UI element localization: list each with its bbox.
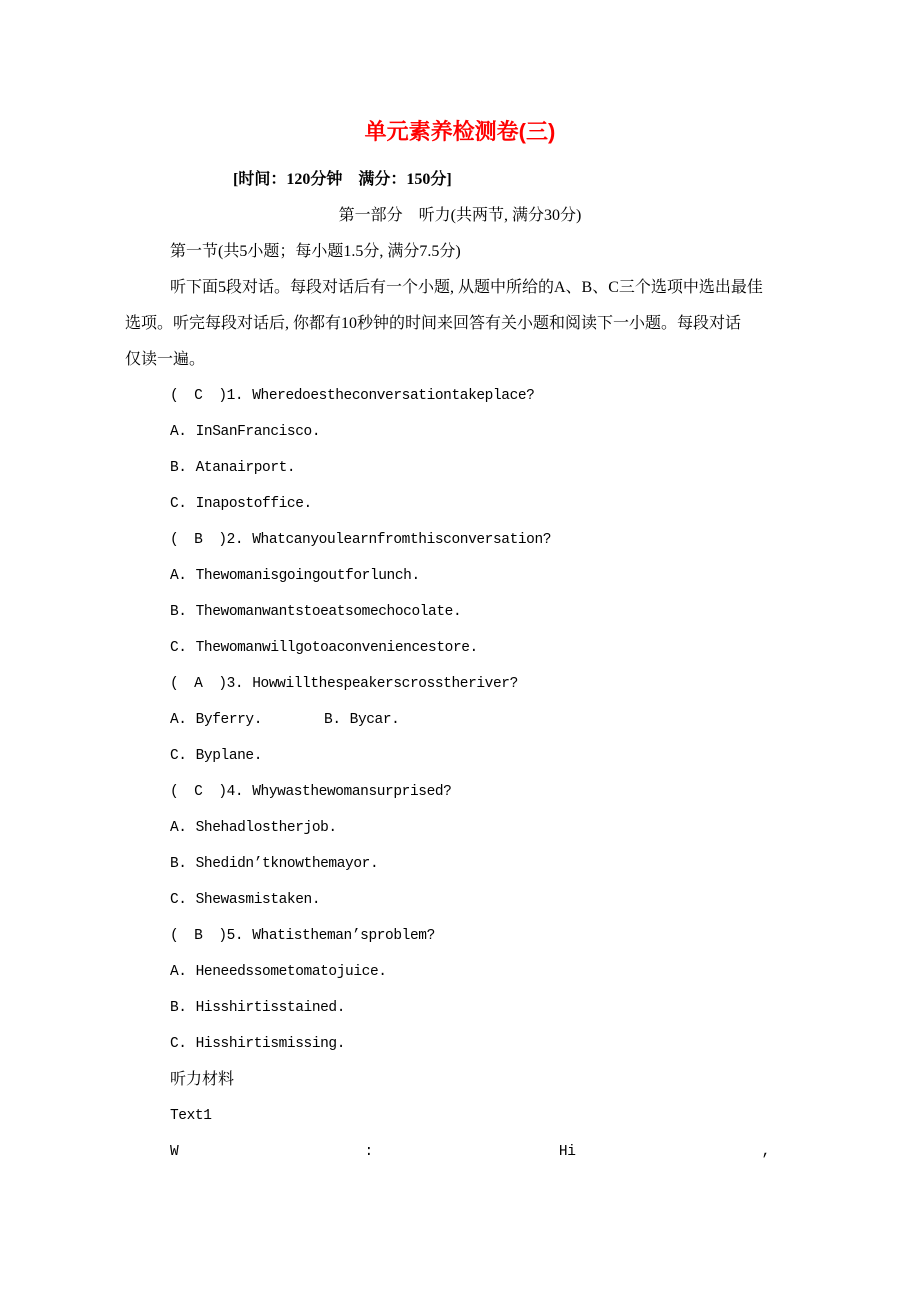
question-3-option-ab [170, 702, 795, 738]
instructions-line-3: 仅读一遍。 [125, 351, 206, 368]
option-text: Inapostoffice. [195, 496, 312, 512]
option-text: Bycar. [349, 712, 400, 728]
option-label: C. [170, 496, 187, 512]
question-5-stem-line [170, 918, 795, 954]
question-stem: Whatistheman’sproblem? [252, 928, 435, 944]
dialogue-colon: : [364, 1144, 373, 1160]
option-label: B. [170, 604, 187, 620]
instructions-paragraph [125, 270, 795, 378]
dialogue-line [170, 1134, 770, 1170]
answer-letter: B [194, 532, 203, 548]
section1-heading: 第一节(共5小题；每小题1.5分, 满分7.5分) [170, 243, 461, 260]
question-number: 4. [226, 784, 244, 800]
question-4-option-b [170, 846, 795, 882]
question-3-stem-line [170, 666, 795, 702]
question-2-option-b [170, 594, 795, 630]
question-number: 3. [226, 676, 244, 692]
option-text: Byplane. [195, 748, 263, 764]
question-number: 1. [226, 388, 244, 404]
option-label: C. [170, 748, 187, 764]
question-3-option-c [170, 738, 795, 774]
question-stem: Whatcanyoulearnfromthisconversation? [252, 532, 552, 548]
option-label: A. [170, 568, 187, 584]
option-label: B. [170, 1000, 187, 1016]
option-text: Hisshirtismissing. [195, 1036, 346, 1052]
answer-letter: C [194, 388, 203, 404]
answer-paren-open: ( [170, 928, 179, 944]
instructions-line-2: 选项。听完每段对话后, 你都有10秒钟的时间来回答有关小题和阅读下一小题。每段对话 [125, 315, 742, 332]
question-1-stem-line [170, 378, 795, 414]
option-label: A. [170, 820, 187, 836]
answer-paren-open: ( [170, 532, 179, 548]
answer-letter: C [194, 784, 203, 800]
question-number: 5. [226, 928, 244, 944]
option-label: C. [170, 1036, 187, 1052]
option-label: A. [170, 712, 187, 728]
option-text: Shedidn’tknowthemayor. [195, 856, 379, 872]
question-5-option-b [170, 990, 795, 1026]
question-block-3 [125, 666, 795, 774]
question-4-option-a [170, 810, 795, 846]
answer-letter: B [194, 928, 203, 944]
listening-material-heading: 听力材料 [170, 1071, 235, 1088]
answer-paren-close: ) [218, 928, 227, 944]
option-text: Byferry. [195, 712, 263, 728]
text1-label: Text1 [170, 1108, 212, 1124]
question-block-5 [125, 918, 795, 1062]
option-label: C. [170, 640, 187, 656]
question-block-2 [125, 522, 795, 666]
dialogue-word: Hi [558, 1144, 576, 1160]
question-4-option-c [170, 882, 795, 918]
question-1-option-a [170, 414, 795, 450]
option-text: Thewomanwantstoeatsomechocolate. [195, 604, 462, 620]
option-label: B. [324, 712, 341, 728]
answer-paren-close: ) [218, 676, 227, 692]
option-label: C. [170, 892, 187, 908]
option-text: Shehadlostherjob. [195, 820, 337, 836]
dialogue-speaker: W [170, 1144, 179, 1160]
answer-paren-open: ( [170, 784, 179, 800]
question-block-1 [125, 378, 795, 522]
option-text: Shewasmistaken. [195, 892, 321, 908]
answer-paren-open: ( [170, 676, 179, 692]
option-text: Thewomanisgoingoutforlunch. [195, 568, 420, 584]
option-text: Heneedssometomatojuice. [195, 964, 387, 980]
dialogue-comma: , [761, 1144, 770, 1160]
question-number: 2. [226, 532, 244, 548]
answer-paren-close: ) [218, 532, 227, 548]
question-stem: Howwillthespeakerscrosstheriver? [252, 676, 518, 692]
question-5-option-c [170, 1026, 795, 1062]
question-2-option-c [170, 630, 795, 666]
question-stem: Whywasthewomansurprised? [252, 784, 452, 800]
option-text: Hisshirtisstained. [195, 1000, 346, 1016]
question-1-option-c [170, 486, 795, 522]
option-label: A. [170, 964, 187, 980]
question-stem: Wheredoestheconversationtakeplace? [252, 388, 535, 404]
question-1-option-b [170, 450, 795, 486]
option-text: Thewomanwillgotoaconveniencestore. [195, 640, 478, 656]
option-text: InSanFrancisco. [195, 424, 321, 440]
answer-paren-close: ) [218, 388, 227, 404]
question-2-stem-line [170, 522, 795, 558]
part1-heading: 第一部分 听力(共两节, 满分30分) [338, 207, 582, 224]
answer-letter: A [194, 676, 203, 692]
question-4-stem-line [170, 774, 795, 810]
answer-paren-open: ( [170, 388, 179, 404]
option-label: A. [170, 424, 187, 440]
question-block-4 [125, 774, 795, 918]
question-5-option-a [170, 954, 795, 990]
option-label: B. [170, 460, 187, 476]
option-label: B. [170, 856, 187, 872]
answer-paren-close: ) [218, 784, 227, 800]
instructions-line-1: 听下面5段对话。每段对话后有一个小题, 从题中所给的A、B、C三个选项中选出最佳 [170, 279, 763, 296]
exam-meta: [时间：120分钟 满分：150分] [233, 171, 452, 188]
question-2-option-a [170, 558, 795, 594]
page-title: 单元素养检测卷(三) [364, 119, 556, 144]
option-text: Atanairport. [195, 460, 296, 476]
